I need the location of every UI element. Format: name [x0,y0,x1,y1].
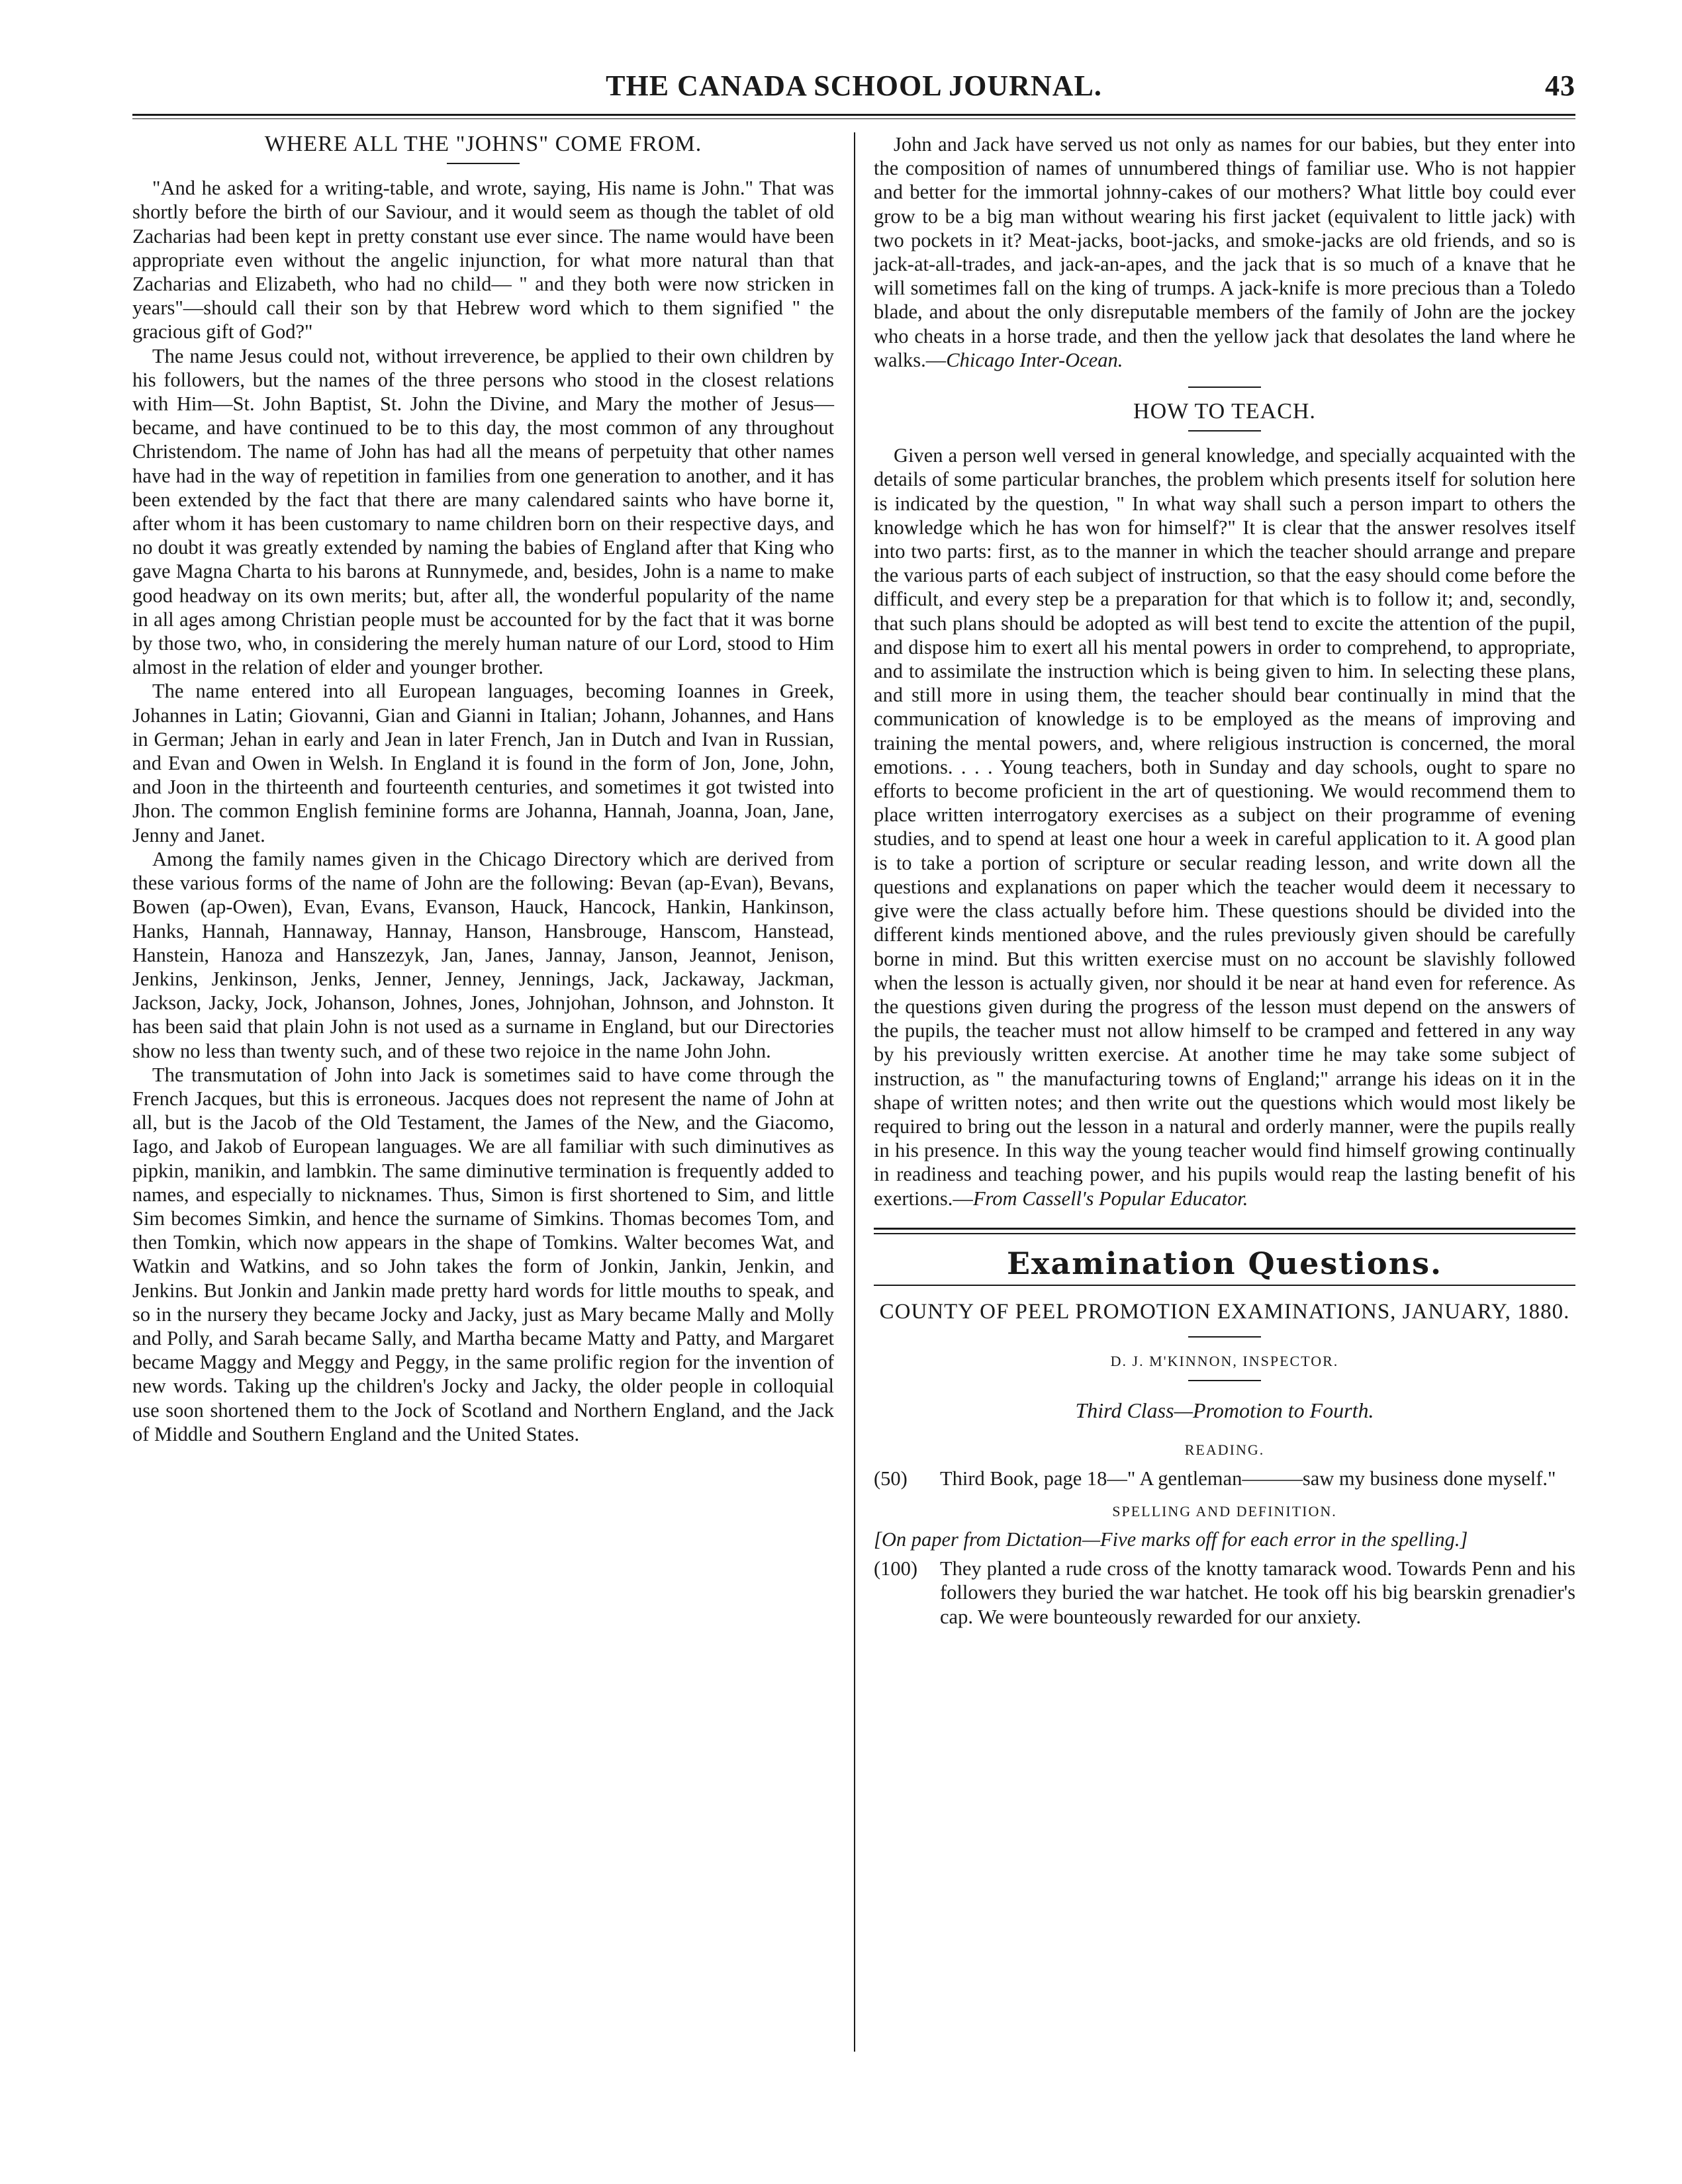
reading-label: READING. [1184,1441,1265,1459]
dictation-marks: (100) [874,1557,918,1580]
spelling-label: SPELLING AND DEFINITION. [1112,1502,1337,1520]
examination-section-heading: Examination Questions. [1007,1245,1442,1281]
article-title-johns: WHERE ALL THE "JOHNS" COME FROM. [264,132,702,156]
spelling-instruction: [On paper from Dictation—Five marks off for each error in the spelling.] [874,1527,1468,1551]
journal-title: THE CANADA SCHOOL JOURNAL. [606,69,1102,102]
article-title-how-to-teach: HOW TO TEACH. [1133,399,1316,424]
inspector-line: D. J. M'KINNON, INSPECTOR. [1110,1352,1339,1369]
reading-question [874,1467,1575,1490]
title-rule [447,163,520,164]
johns-paragraph-3: The name entered into all European languages, becoming Ioannes in Greek, Johannes in Latin; Giovanni, Gian and Gianni in Italian; Johann, Johannes, and Hans in German; Jehan in early and Jean in later French, Jan in Dutch and Ivan in Russian, and Evan and Owen in Welsh. In England it is found in the form of Jon, Jone, John, and Joon in the thirteenth and fourteenth centuries, and sometimes it got twisted into Jhon. The common English feminine forms are Johanna, Hannah, Joanna, Joan, Jane, Jenny and Janet. [132,680,834,846]
section-double-rule [874,1228,1575,1234]
two-column-body [132,132,1575,2118]
header-rule [132,114,1575,119]
running-head [132,66,1575,106]
johns-paragraph-1: "And he asked for a writing-table, and wrote, saying, His name is John." That was shortly before the birth of our Saviour, and it would seem as though the tablet of old Zacharias had been kept in pretty constant use ever since. The name would have been appropriate even without the angelic injunction, for what more natural than that Zacharias and Elizabeth, who had no child— " and they both were now stricken in years"—should call their son by that Hebrew word which to them signified " the gracious gift of God?" [132,177,834,343]
johns-continued-paragraph: John and Jack have served us not only as names for our babies, but they enter into the composition of names of unnumbered things of familiar use. Who is not happier and better for the immortal johnny-cakes of our mothers? What little boy could ever grow to be a big man without wearing his first jacket (equivalent to little jack) with two pockets in it? Meat-jacks, boot-jacks, and smoke-jacks are old friends, and so is jack-at-all-trades, and jack-an-apes, and the jack that is so much of a knave that he will sometimes fall on the king of trumps. A jack-knife is more precious than a Toledo blade, and about the only disreputable members of the family of John are the jockey who cheats in a horse trade, and then the yellow jack that desolates the land where he walks.—Chicago Inter-Ocean. [874,133,1575,371]
examination-heading-rule [874,1285,1575,1286]
column-divider [854,132,855,2052]
dictation-text: They planted a rude cross of the knotty tamarack wood. Towards Penn and his followers they buried the war hatchet. He took off his big bearskin grenadier's cap. We were bounteously rewarded for our anxiety. [940,1557,1575,1628]
article-separator [1188,387,1261,388]
right-column [874,132,1575,1629]
examination-title: COUNTY OF PEEL PROMOTION EXAMINATIONS, JANUARY, 1880. [879,1299,1570,1324]
johns-source: Chicago Inter-Ocean. [946,348,1123,371]
how-to-teach-source: From Cassell's Popular Educator. [972,1187,1248,1210]
examination-title-rule [1188,1336,1261,1338]
how-to-teach-body: Given a person well versed in general knowledge, and specially acquainted with the details of some particular branches, the problem which presents itself for solution here is indicated by the question, " In what way shall such a person impart to others the knowledge which he has won for himself?" It is clear that the answer resolves itself into two parts: first, as to the manner in which the teacher should arrange and prepare the various parts of each subject of instruction, so that the easy should come before the difficult, and every step be a preparation for that which is to follow it; and, secondly, that such plans should be adopted as will best tend to excite the attention of the pupil, and dispose him to exert all his mental powers in order to comprehend, to appropriate, and to assimilate the instruction which is being given to him. In selecting these plans, and still more in using them, the teacher should bear continually in mind that the communication of knowledge is to be employed as the means of improving and training the mental powers, and, where religious instruction is concerned, the moral emotions. . . . Young teachers, both in Sunday and day schools, ought to spare no efforts to become proficient in the art of questioning. We would recommend them to place written interrogatory exercises as a subject on their programme of evening studies, and to spend at least one hour a week in careful application to it. A good plan is to take a portion of scripture or secular reading lesson, and write down all the questions and explanations on paper which the teacher would deem it necessary to give were the class actually before him. These questions should be divided into the different kinds mentioned above, and the rules previously given should be carefully borne in mind. But this written exercise must on no account be slavishly followed when the lesson is actually given, nor should it be near at hand even for reference. As the questions given during the progress of the lesson must depend on the answers of the pupils, the teacher must not allow himself to be cramped and fettered in any way by his previously written exercise. At another time he may take some subject of instruction, as " the manufacturing towns of England;" arrange his ideas on it in the shape of written notes; and then write out the questions which would most likely be required to bring out the lesson in a natural and orderly manner, were the pupils really in his presence. In this way the young teacher would find himself growing continually in readiness and teaching power, and his pupils would reap the lasting benefit of his exertions.—From Cassell's Popular Educator. [874,444,1575,1210]
title-rule [1188,430,1261,432]
left-column [132,132,834,1446]
journal-page [132,66,1575,2131]
inspector-rule [1188,1380,1261,1381]
page-number: 43 [1545,69,1575,102]
class-line: Third Class—Promotion to Fourth. [1075,1398,1374,1423]
reading-marks: (50) [874,1467,908,1490]
dictation-question [874,1557,1575,1629]
johns-paragraph-5: The transmutation of John into Jack is sometimes said to have come through the French Jacques, but this is erroneous. Jacques does not represent the name of John at all, but is the Jacob of the Old Testament, the James of the New, and the Giacomo, Iago, and Jakob of European languages. We are all familiar with such diminutives as pipkin, manikin, and lambkin. The same diminutive termination is frequently added to names, and especially to nicknames. Thus, Simon is first shortened to Sim, and little Sim becomes Simkin, and hence the surname of Simkins. Thomas becomes Tom, and then Tomkin, which now appears in the shape of Tomkins. Walter becomes Wat, and Watkin and Watkins, and so John takes the form of Jonkin, Jankin, Jenkin, and Jenkins. But Jonkin and Jankin made pretty hard words for little mouths to speak, and so in the nursery they became Jocky and Jacky, just as Mary became Mally and Molly and Polly, and Sarah became Sally, and Martha became Matty and Patty, and Margaret became Maggy and Meggy and Peggy, in the same prolific region for the invention of new words. Taking up the children's Jocky and Jacky, the older people in colloquial use soon shortened them to the Jock of Scotland and Northern England, and the Jack of Middle and Southern England and the United States. [132,1063,834,1445]
johns-paragraph-4: Among the family names given in the Chicago Directory which are derived from these various forms of the name of John are the following: Bevan (ap-Evan), Bevans, Bowen (ap-Owen), Evan, Evans, Evanson, Hauck, Hancock, Hankin, Hankinson, Hanks, Hannah, Hannaway, Hannay, Hanson, Hansbrouge, Hanscom, Hanstead, Hanstein, Hanoza and Hanszezyk, Jan, Janes, Jannay, Janson, Jeannot, Jenison, Jenkins, Jenkinson, Jenks, Jenner, Jenney, Jennings, Jack, Jackaway, Jackman, Jackson, Jacky, Jock, Johanson, Johnes, Jones, Johnjohan, Johnson, and Johnston. It has been said that plain John is not used as a surname in England, but our Directories show no less than twenty such, and of these two rejoice in the name John John. [132,847,834,1062]
johns-paragraph-2: The name Jesus could not, without irreverence, be applied to their own children by his followers, but the names of the three persons who stood in the closest relations with Him—St. John Baptist, St. John the Divine, and Mary the mother of Jesus—became, and have continued to be to this day, the most common of any throughout Christendom. The name of John has had all the means of perpetuity that other names have had in the way of repetition in families from one generation to another, and it has been extended by the fact that there are many calendared saints who have borne it, after whom it has been customary to name children born on their respective days, and no doubt it was greatly extended by naming the babies of England after that King who gave Magna Charta to his barons at Runnymede, and, besides, John is a name to make good headway on its own merits; but, after all, the wonderful popularity of the name in all ages among Christian people must be accounted for by the fact that it was borne by those two, who, in considering the merely human nature of our Lord, stood to Him almost in the relation of elder and younger brother. [132,344,834,679]
reading-text: Third Book, page 18—" A gentleman———saw my business done myself." [940,1467,1556,1490]
